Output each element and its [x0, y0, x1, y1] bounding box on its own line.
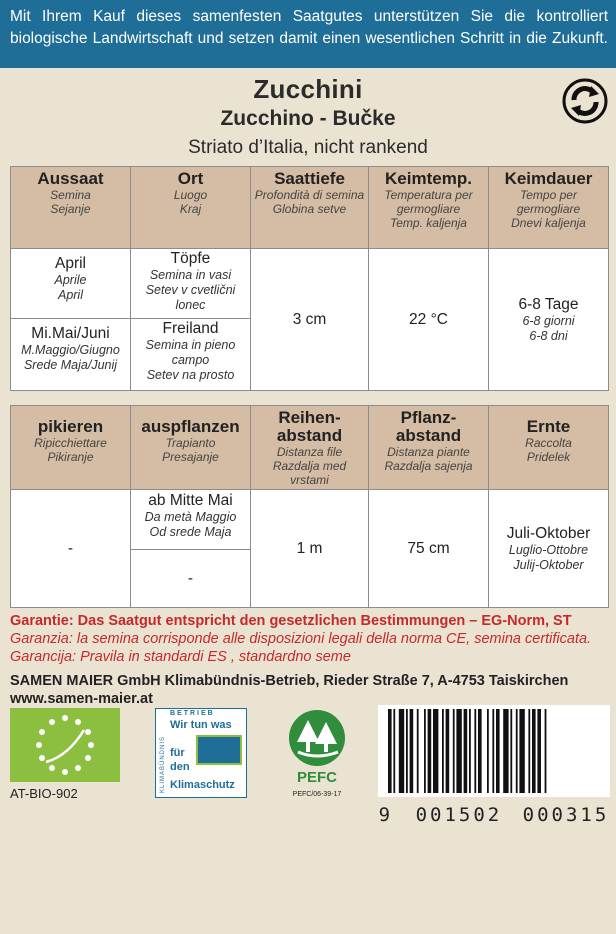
- barcode-bar: [496, 709, 500, 793]
- company-website: www.samen-maier.at: [10, 691, 153, 707]
- eu-organic-leaf-icon: [10, 708, 120, 782]
- guarantee-block: [10, 612, 614, 666]
- barcode-bar: [537, 709, 541, 793]
- barcode-bar: [503, 709, 508, 793]
- kb-line-3: den: [170, 761, 190, 773]
- header-ort: Ort Luogo Kraj: [131, 167, 251, 249]
- barcode-bar: [464, 709, 468, 793]
- sowing-header-row: [11, 167, 609, 249]
- cell-saattiefe: 3 cm: [251, 249, 369, 391]
- barcode-bar: [453, 709, 455, 793]
- header-keimtemp: Keimtemp. Temperatura per germogliare Temp. kaljenja: [369, 167, 489, 249]
- header-pflanzabstand: Pflanz-abstand Distanza piante Razdalja sajenja: [369, 406, 489, 490]
- barcode-bar: [417, 709, 419, 793]
- cell-aussaat-april: April Aprile April: [11, 249, 131, 319]
- barcode-digit-first: 9: [378, 804, 394, 826]
- barcode-bar: [406, 709, 408, 793]
- barcode-bar: [456, 709, 461, 793]
- title-block: [0, 70, 616, 159]
- header-keimdauer: Keimdauer Tempo per germogliare Dnevi kaljenja: [489, 167, 609, 249]
- cell-auspflanzen-dash: -: [131, 550, 251, 608]
- barcode-bar: [433, 709, 438, 793]
- barcode-bar: [532, 709, 536, 793]
- header-aussaat: Aussaat Semina Sejanje: [11, 167, 131, 249]
- cell-keimtemp: 22 °C: [369, 249, 489, 391]
- banner-line-2: biologische Landwirtschaft und setzen damit einen wesentlichen Schritt in die Zukunft.: [10, 30, 608, 47]
- barcode-bar: [388, 709, 392, 793]
- kb-top-label: BETRIEB: [170, 710, 215, 717]
- barcode: [378, 705, 610, 797]
- eu-organic-code: AT-BIO-902: [10, 786, 78, 801]
- kb-line-4: Klimaschutz: [170, 779, 235, 791]
- barcode-digits-left: 001502: [415, 804, 503, 826]
- guarantee-sl: Garancija: Pravila in standardi ES , standardno seme: [10, 649, 351, 665]
- product-title: Zucchini: [253, 74, 363, 104]
- klimabuendnis-logo: [155, 708, 247, 798]
- company-address: SAMEN MAIER GmbH Klimabündnis-Betrieb, Rieder Straße 7, A-4753 Taiskirchen: [10, 673, 569, 689]
- guarantee-de: Garantie: Das Saatgut entspricht den gesetzlichen Bestimmungen – EG-Norm, ST: [10, 613, 572, 629]
- cell-ort-freiland: Freiland Semina in pieno campo Setev na prosto: [131, 319, 251, 391]
- kb-line-2: für: [170, 747, 185, 759]
- barcode-bar: [469, 709, 471, 793]
- cell-pflanzabstand: 75 cm: [369, 490, 489, 608]
- barcode-digits: [378, 804, 610, 826]
- barcode-bar: [474, 709, 476, 793]
- company-block: [10, 672, 614, 708]
- barcode-bar: [487, 709, 489, 793]
- banner-line-1: Mit Ihrem Kauf dieses samenfesten Saatgutes unterstützen Sie die kontrolliert: [10, 8, 608, 25]
- product-variety: Striato d’Italia, nicht rankend: [188, 137, 428, 158]
- cell-keimdauer: 6-8 Tage 6-8 giorni 6-8 dni: [489, 249, 609, 391]
- cell-reihenabstand: 1 m: [251, 490, 369, 608]
- header-pikieren: pikieren Ripicchiettare Pikiranje: [11, 406, 131, 490]
- product-subtitle: Zucchino - Bučke: [220, 107, 396, 130]
- cell-ernte: Juli-Oktober Luglio-Ottobre Julij-Oktober: [489, 490, 609, 608]
- header-saattiefe: Saattiefe Profondità di semina Globina setve: [251, 167, 369, 249]
- kb-line-1: Wir tun was: [170, 719, 232, 731]
- barcode-bar: [545, 709, 547, 793]
- pefc-code: PEFC/06-39-17: [292, 791, 342, 798]
- sowing-row-april: [11, 249, 609, 319]
- barcode-bar: [399, 709, 404, 793]
- barcode-bar: [516, 709, 518, 793]
- cell-ort-toepfe: Töpfe Semina in vasi Setev v cvetlični lonec: [131, 249, 251, 319]
- barcode-bar: [410, 709, 414, 793]
- header-ernte: Ernte Raccolta Pridelek: [489, 406, 609, 490]
- cell-aussaat-mai: Mi.Mai/Juni M.Maggio/Giugno Srede Maja/Junij: [11, 319, 131, 391]
- sowing-table: [10, 166, 609, 391]
- pefc-name: PEFC: [296, 769, 338, 786]
- planting-row-1: [11, 490, 609, 550]
- barcode-bar: [478, 709, 482, 793]
- guarantee-it: Garanzia: la semina corrisponde alle disposizioni legali della norma CE, semina certificata.: [10, 631, 592, 647]
- barcode-digits-right: 000315: [522, 804, 610, 826]
- barcode-bar: [424, 709, 426, 793]
- planting-header-row: [11, 406, 609, 490]
- barcode-bar: [446, 709, 450, 793]
- barcode-bar: [492, 709, 494, 793]
- cell-pikieren: -: [11, 490, 131, 608]
- barcode-bar: [519, 709, 524, 793]
- barcode-bar: [510, 709, 512, 793]
- barcode-bar: [528, 709, 530, 793]
- planting-table: [10, 405, 609, 608]
- barcode-bar: [442, 709, 444, 793]
- cell-auspflanzen-mai: ab Mitte Mai Da metà Maggio Od srede Maja: [131, 490, 251, 550]
- header-reihenabstand: Reihen-abstand Distanza file Razdalja med vrstami: [251, 406, 369, 490]
- kb-emblem: [196, 735, 242, 765]
- recycle-icon: [562, 78, 608, 124]
- kb-side-label: KLIMABÜNDNIS: [160, 735, 166, 793]
- pefc-tree-icon: [282, 708, 352, 798]
- info-banner: [0, 0, 616, 68]
- barcode-bar: [393, 709, 395, 793]
- header-auspflanzen: auspflanzen Trapianto Presajanje: [131, 406, 251, 490]
- barcode-bar: [428, 709, 432, 793]
